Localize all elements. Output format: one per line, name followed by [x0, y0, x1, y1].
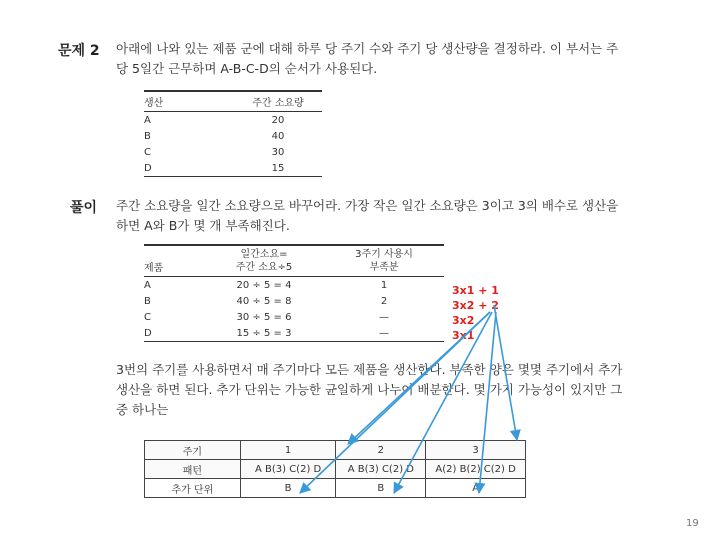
daily-demand-table — [144, 244, 444, 342]
pattern-cycle-1: A B(3) C(2) D — [240, 460, 336, 479]
extra-units-label: 추가 단위 — [145, 479, 241, 498]
demand-product: B — [144, 130, 151, 142]
cycle-header-label: 주기 — [145, 441, 241, 460]
annotation-b: 3x2 + 2 — [452, 299, 499, 312]
annotation-d: 3x1 — [452, 329, 475, 342]
calc-header-shortage: 3주기 사용시 부족분 — [324, 245, 444, 277]
problem-text-line-2: 당 5일간 근무하며 A-B-C-D의 순서가 사용된다. — [116, 61, 378, 76]
cycle-header-3: 3 — [426, 441, 526, 460]
solution-text-line-2: 하면 A와 B가 몇 개 부족해진다. — [116, 218, 290, 233]
annotation-a: 3x1 + 1 — [452, 284, 499, 297]
demand-value: 40 — [271, 130, 285, 142]
demand-value: 15 — [234, 160, 322, 177]
calc-header-product: 제품 — [144, 245, 204, 277]
problem-text-line-1: 아래에 나와 있는 제품 군에 대해 하루 당 주기 수와 주기 당 생산량을 결정하라. 이 부서는 주 — [116, 41, 619, 56]
calc-product: C — [144, 311, 151, 323]
calc-daily: 30 ÷ 5 = 6 — [236, 311, 292, 323]
pattern-cycle-3: A(2) B(2) C(2) D — [426, 460, 526, 479]
cycle-header-1: 1 — [240, 441, 336, 460]
problem-label: 문제 2 — [58, 43, 100, 59]
table-row — [145, 479, 526, 498]
calc-daily: 20 ÷ 5 = 4 — [236, 279, 292, 291]
table-row — [144, 144, 322, 160]
extra-units-cycle-3: A — [426, 479, 526, 498]
demand-product: C — [144, 146, 151, 158]
solution-text-line-1: 주간 소요량을 일간 소요량으로 바꾸어라. 가장 작은 일간 소요량은 3이고 3의 배수로 생산을 — [116, 198, 619, 213]
table-row — [145, 460, 526, 479]
demand-value: 30 — [271, 146, 285, 158]
cycle-header-2: 2 — [336, 441, 426, 460]
calc-product: D — [144, 325, 204, 342]
explanation-line-3: 중 하나는 — [116, 402, 169, 417]
calc-shortage: 2 — [380, 295, 388, 307]
extra-units-cycle-1: B — [240, 479, 336, 498]
calc-shortage: 1 — [380, 279, 388, 291]
table-row — [144, 309, 444, 325]
calc-header-daily: 일간소요= 주간 소요÷5 — [204, 245, 324, 277]
demand-table — [144, 90, 322, 177]
annotation-c: 3x2 — [452, 314, 475, 327]
calc-shortage: — — [379, 311, 389, 323]
explanation-line-2: 생산을 하면 된다. 추가 단위는 가능한 균일하게 나누어 배분한다. 몇 가지 가능성이 있지만 그 — [116, 382, 623, 397]
demand-header-product: 생산 — [144, 91, 234, 112]
demand-product: D — [144, 160, 234, 177]
demand-header-weekly: 주간 소요량 — [234, 91, 322, 112]
demand-product: A — [144, 114, 151, 126]
table-row — [144, 128, 322, 144]
cycle-table — [144, 440, 526, 498]
table-row — [144, 160, 322, 177]
table-row — [144, 293, 444, 309]
calc-product: A — [144, 279, 151, 291]
table-row — [144, 112, 322, 129]
demand-value: 20 — [271, 114, 285, 126]
pattern-cycle-2: A B(3) C(2) D — [336, 460, 426, 479]
pattern-label: 패턴 — [145, 460, 241, 479]
table-row — [144, 277, 444, 294]
extra-units-cycle-2: B — [336, 479, 426, 498]
calc-product: B — [144, 295, 151, 307]
table-row — [144, 325, 444, 342]
table-row — [145, 441, 526, 460]
calc-daily: 40 ÷ 5 = 8 — [236, 295, 292, 307]
explanation-line-1: 3번의 주기를 사용하면서 매 주기마다 모든 제품을 생산한다. 부족한 양은 몇몇 주기에서 추가 — [116, 362, 623, 377]
page-number: 19 — [686, 518, 699, 529]
calc-daily: 15 ÷ 5 = 3 — [204, 325, 324, 342]
calc-shortage: — — [324, 325, 444, 342]
solution-label: 풀이 — [70, 200, 98, 216]
